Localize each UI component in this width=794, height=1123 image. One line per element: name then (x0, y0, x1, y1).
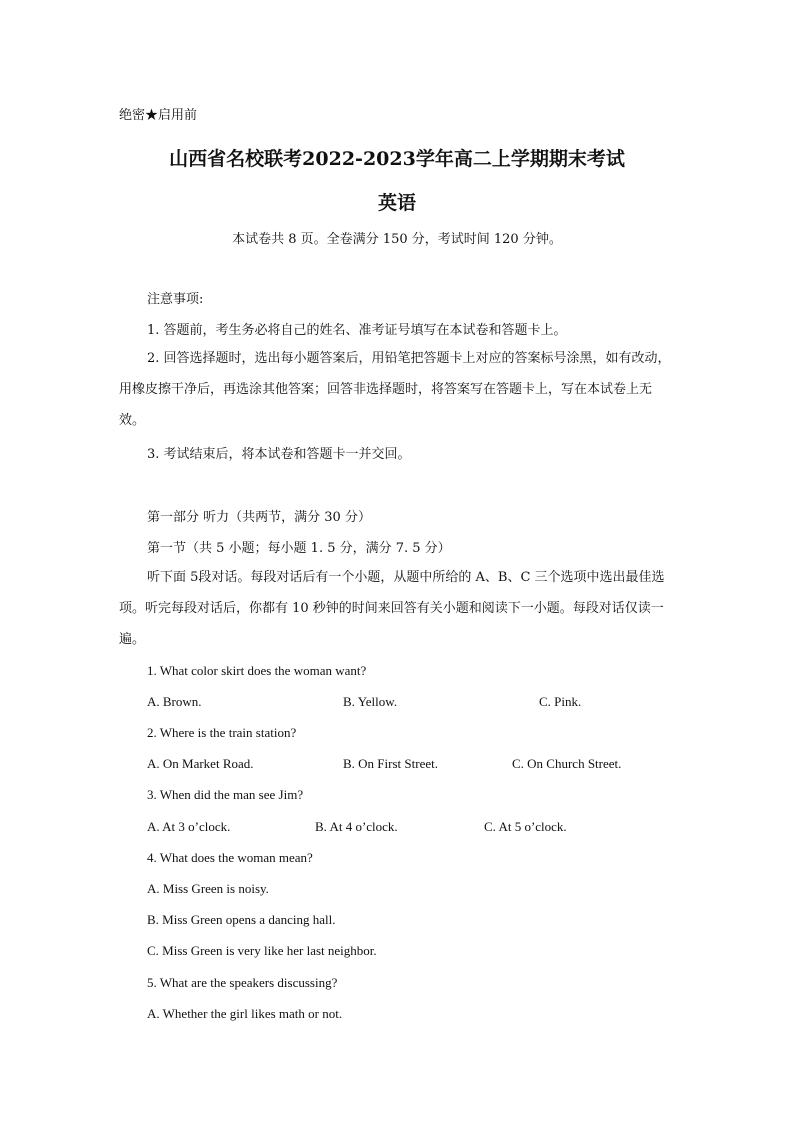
question-stem: 4. What does the woman mean? (147, 850, 313, 865)
question-stem: 2. Where is the train station? (147, 725, 297, 740)
question-stem: 3. When did the man see Jim? (147, 787, 304, 802)
option-c: C. On Church Street. (512, 756, 622, 771)
option-b: B. At 4 o’clock. (315, 819, 398, 834)
option-b: B. Yellow. (343, 694, 398, 709)
option-a: A. Miss Green is noisy. (147, 881, 269, 896)
exam-title: 山西省名校联考2022-2023学年高二上学期期末考试 (169, 148, 625, 170)
listening-instructions: 听下面 5段对话。每段对话后有一个小题，从题中所给的 A、B、C 三个选项中选出最佳选项。听完每段对话后，你都有 10 秒钟的时间来回答有关小题和阅读下一小题。每段对话仅读一遍。 (119, 570, 665, 647)
option-b: B. On First Street. (343, 756, 438, 771)
option-a: A. Brown. (147, 694, 202, 709)
option-c: C. At 5 o’clock. (484, 819, 567, 834)
subject-title: 英语 (377, 192, 416, 214)
question-stem: 5. What are the speakers discussing? (147, 975, 338, 990)
option-b: B. Miss Green opens a dancing hall. (147, 912, 336, 927)
option-a: A. At 3 o’clock. (147, 819, 231, 834)
question-stem: 1. What color skirt does the woman want? (147, 663, 367, 678)
notes-heading: 注意事项: (147, 292, 204, 307)
note-item-2: 2. 回答选择题时，选出每小题答案后，用铅笔把答题卡上对应的答案标号涂黑，如有改动，用橡皮擦干净后，再选涂其他答案；回答非选择题时，将答案写在答题卡上，写在本试卷上无效。 (119, 351, 671, 428)
exam-info: 本试卷共 8 页。全卷满分 150 分，考试时间 120 分钟。 (232, 232, 562, 247)
note-item-1: 1. 答题前，考生务必将自己的姓名、准考证号填写在本试卷和答题卡上。 (147, 323, 567, 338)
secret-label: 绝密★启用前 (119, 108, 198, 123)
option-c: C. Pink. (539, 694, 582, 709)
section1-heading: 第一节（共 5 小题；每小题 1. 5 分，满分 7. 5 分） (147, 541, 451, 556)
option-a: A. On Market Road. (147, 756, 254, 771)
part1-heading: 第一部分 听力（共两节，满分 30 分） (147, 510, 371, 525)
note-item-3: 3. 考试结束后，将本试卷和答题卡一并交回。 (147, 447, 411, 462)
option-c: C. Miss Green is very like her last neighbor. (147, 943, 377, 958)
option-a: A. Whether the girl likes math or not. (147, 1006, 343, 1021)
